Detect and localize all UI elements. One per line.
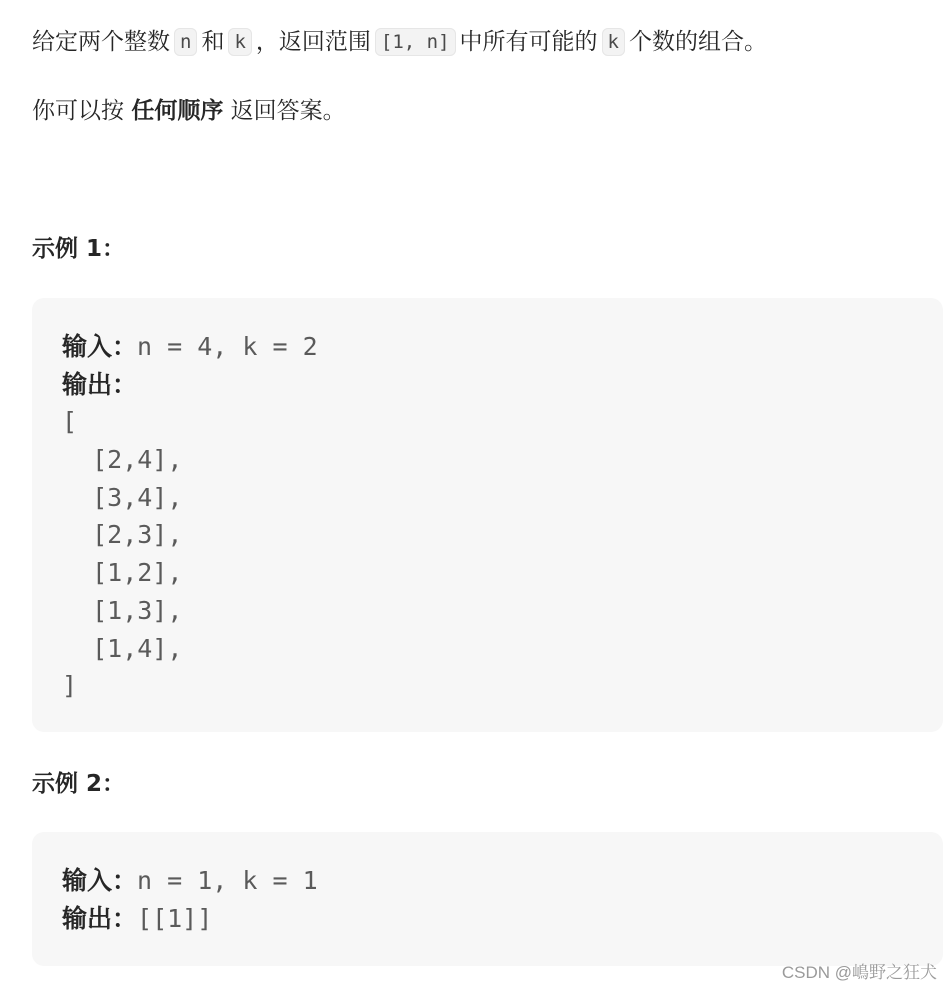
- desc2-text-suffix: 返回答案。: [230, 98, 346, 124]
- desc-text-mid2: 中所有可能的: [459, 29, 598, 55]
- example-1-output-row: [62, 479, 913, 517]
- output-line-text: [: [62, 407, 78, 437]
- example-1-output-label: 输出：: [62, 369, 138, 399]
- description-paragraph-2: [32, 93, 346, 129]
- output-line-text: [1,3],: [62, 595, 183, 625]
- output-line-text: ]: [62, 671, 78, 701]
- example-1-input-label: 输入：: [62, 332, 138, 361]
- output-line-text: [1,2],: [62, 558, 183, 588]
- desc-text-prefix: 给定两个整数: [32, 29, 170, 55]
- example-2-title: 示例 2：: [32, 771, 126, 797]
- output-line-text: [3,4],: [62, 482, 183, 512]
- example-1-output-row: [62, 441, 913, 479]
- inline-code-k: k: [228, 28, 251, 56]
- example-1-output-line: [62, 366, 913, 404]
- desc-text-mid: ，返回范围: [255, 29, 371, 55]
- example-1-box: [32, 298, 943, 732]
- example-2-input-value: n = 1, k = 1: [137, 866, 318, 895]
- inline-code-n: n: [174, 28, 197, 56]
- description-paragraph-1: [32, 24, 767, 61]
- desc2-bold-text: 任何顺序: [131, 98, 224, 124]
- example-1-output-row: [62, 554, 913, 592]
- desc-text-suffix: 个数的组合。: [629, 29, 767, 55]
- example-1-input-line: [62, 328, 913, 366]
- example-2-output-value: [[1]]: [137, 903, 213, 933]
- example-1-title: 示例 1：: [32, 236, 126, 262]
- desc2-text-prefix: 你可以按: [32, 98, 124, 124]
- example-1-output-row: [62, 630, 913, 668]
- example-2-input-label: 输入：: [62, 866, 138, 895]
- example-2-input-line: [62, 862, 913, 900]
- output-line-text: [1,4],: [62, 633, 183, 663]
- inline-code-range: [1, n]: [375, 28, 456, 56]
- example-1-input-value: n = 4, k = 2: [137, 332, 318, 361]
- example-1-output-row: [62, 667, 913, 705]
- inline-code-k-2: k: [602, 28, 625, 56]
- output-line-text: [2,4],: [62, 445, 183, 475]
- example-1-output-row: [62, 516, 913, 554]
- output-line-text: [2,3],: [62, 520, 183, 550]
- example-2-box: [32, 832, 943, 966]
- csdn-watermark: CSDN @嶋野之狂犬: [781, 963, 937, 982]
- example-2-output-label: 输出：: [62, 903, 138, 933]
- desc-text-and: 和: [201, 29, 225, 55]
- example-1-output-row: [62, 592, 913, 630]
- example-2-output-line: [62, 900, 913, 938]
- example-1-output-row: [62, 403, 913, 441]
